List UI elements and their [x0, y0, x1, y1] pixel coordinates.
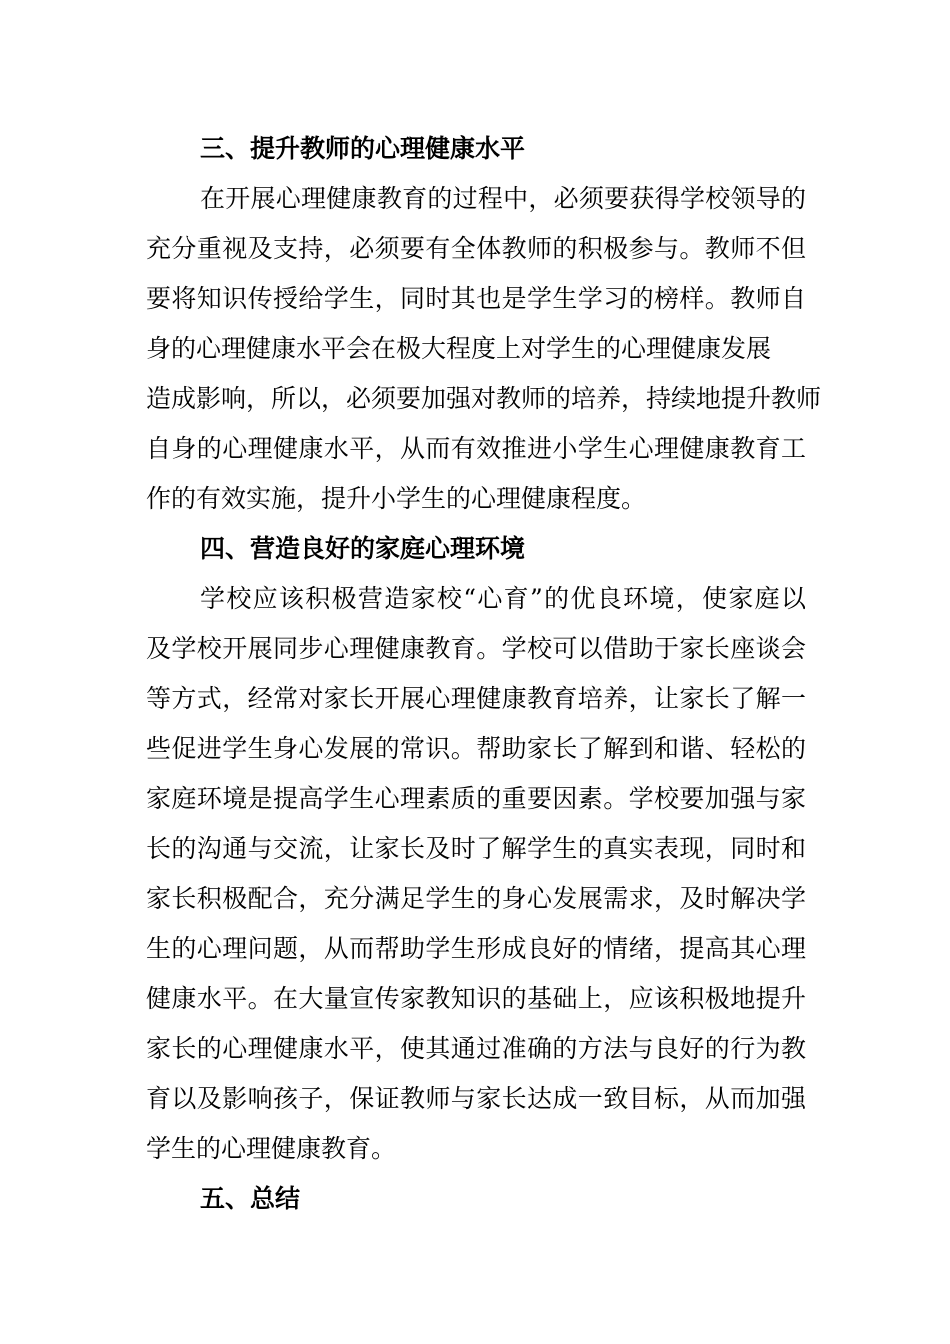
section-3-paragraph [146, 174, 822, 524]
document-body [146, 124, 822, 1224]
section-4-paragraph [146, 574, 806, 1174]
text-line: 充分重视及支持，必须要有全体教师的积极参与。教师不但 [146, 234, 806, 263]
text-line: 及学校开展同步心理健康教育。学校可以借助于家长座谈会 [146, 634, 806, 663]
section-5-heading: 五、总结 [200, 1184, 301, 1213]
text-line: 要将知识传授给学生，同时其也是学生学习的榜样。教师自 [146, 284, 806, 313]
text-line: 健康水平。在大量宣传家教知识的基础上，应该积极地提升 [146, 984, 806, 1013]
text-line: 学生的心理健康教育。 [146, 1134, 397, 1163]
text-line: 自身的心理健康水平，从而有效推进小学生心理健康教育工 [146, 434, 806, 463]
text-line: 造成影响，所以，必须要加强对教师的培养，持续地提升教师 [146, 384, 822, 413]
section-4-heading: 四、营造良好的家庭心理环境 [200, 534, 526, 563]
section-3-heading: 三、提升教师的心理健康水平 [200, 134, 526, 163]
text-line: 等方式，经常对家长开展心理健康教育培养，让家长了解一 [146, 684, 806, 713]
text-line: 学校应该积极营造家校“心育”的优良环境，使家庭以 [200, 584, 806, 613]
text-line: 育以及影响孩子，保证教师与家长达成一致目标，从而加强 [146, 1084, 806, 1113]
text-line: 在开展心理健康教育的过程中，必须要获得学校领导的 [200, 184, 806, 213]
text-line: 作的有效实施，提升小学生的心理健康程度。 [146, 484, 647, 513]
text-line: 家长的心理健康水平，使其通过准确的方法与良好的行为教 [146, 1034, 806, 1063]
text-line: 身的心理健康水平会在极大程度上对学生的心理健康发展 [146, 334, 772, 363]
text-line: 生的心理问题，从而帮助学生形成良好的情绪，提高其心理 [146, 934, 806, 963]
text-line: 些促进学生身心发展的常识。帮助家长了解到和谐、轻松的 [146, 734, 806, 763]
text-line: 家长积极配合，充分满足学生的身心发展需求，及时解决学 [146, 884, 806, 913]
text-line: 家庭环境是提高学生心理素质的重要因素。学校要加强与家 [146, 784, 806, 813]
text-line: 长的沟通与交流，让家长及时了解学生的真实表现，同时和 [146, 834, 806, 863]
